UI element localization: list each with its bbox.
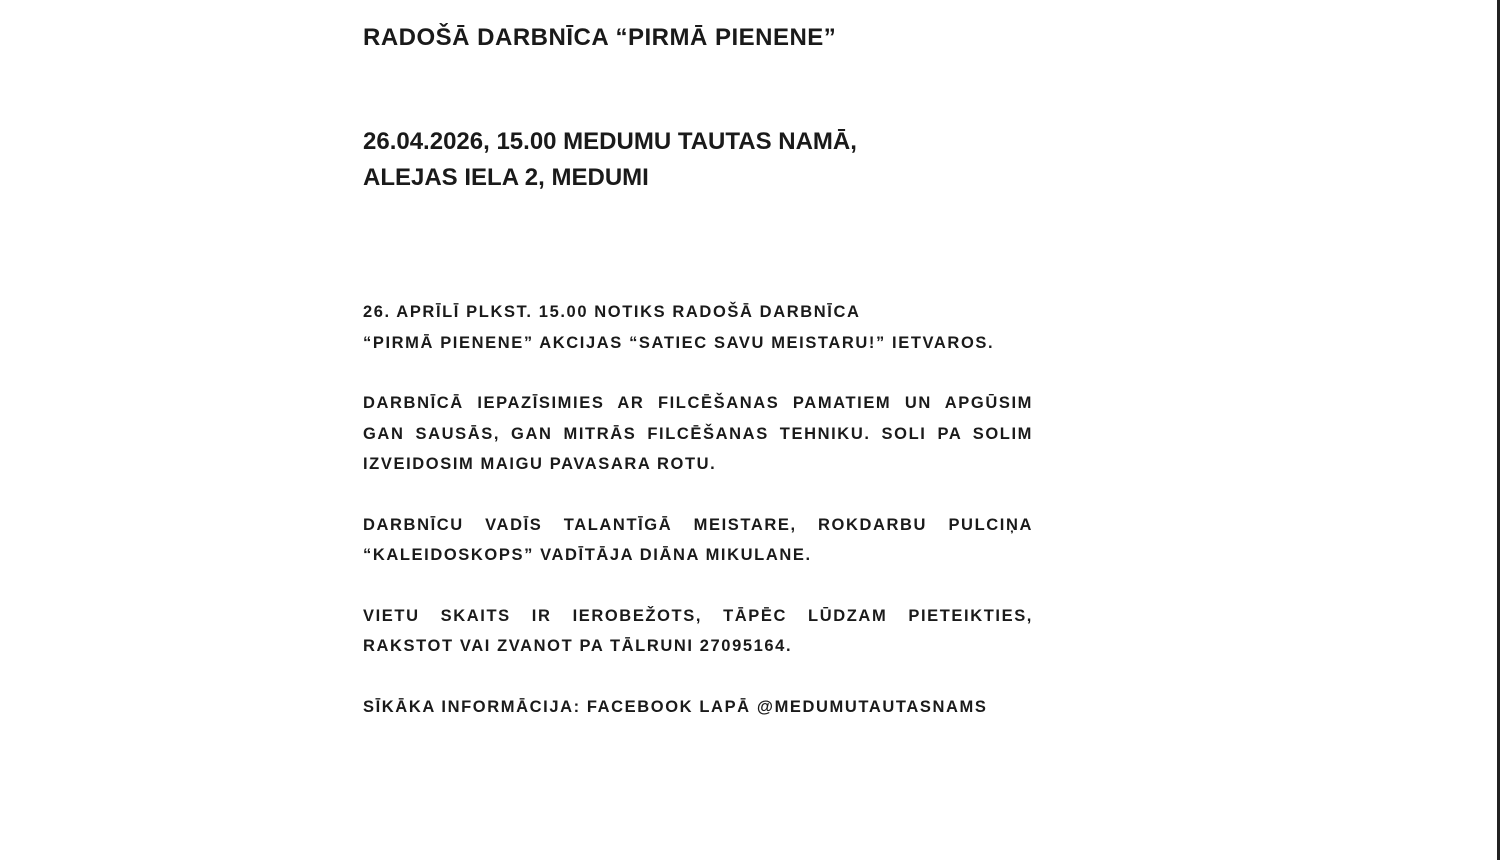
paragraph-line: GAN SAUSĀS, GAN MITRĀS FILCĒŠANAS TEHNIKU. SOLI PA SOLIM [363,424,1033,443]
event-address: ALEJAS IELA 2, MEDUMI [363,164,649,191]
paragraph-instructor [363,510,1033,571]
paragraph-more-info [363,692,1033,723]
paragraph-line: DARBNĪCĀ IEPAZĪSIMIES AR FILCĒŠANAS PAMATIEM UN APGŪSIM [363,394,1033,412]
paragraph-line: DARBNĪCU VADĪS TALANTĪGĀ MEISTARE, ROKDARBU PULCIŅA [363,515,1033,534]
document-title: RADOŠĀ DARBNĪCA “PIRMĀ PIENENE” [363,24,837,51]
event-date-time-venue: 26.04.2026, 15.00 MEDUMU TAUTAS NAMĀ, [363,128,857,155]
paragraph-line: IZVEIDOSIM MAIGU PAVASARA ROTU. [363,455,717,473]
paragraph-registration [363,601,1033,662]
paragraph-line: “KALEIDOSKOPS” VADĪTĀJA DIĀNA MIKULANE. [363,546,812,564]
paragraph-description [363,388,1033,480]
paragraph-line: RAKSTOT VAI ZVANOT PA TĀLRUNI 27095164. [363,637,793,655]
document-body [363,297,1033,752]
paragraph-line: SĪKĀKA INFORMĀCIJA: FACEBOOK LAPĀ @MEDUMUTAUTASNAMS [363,697,988,716]
paragraph-line: 26. APRĪLĪ PLKST. 15.00 NOTIKS RADOŠĀ DARBNĪCA [363,303,861,321]
paragraph-line: “PIRMĀ PIENENE” AKCIJAS “SATIEC SAVU MEISTARU!” IETVAROS. [363,333,995,352]
paragraph-intro [363,297,1033,358]
paragraph-line: VIETU SKAITS IR IEROBEŽOTS, TĀPĒC LŪDZAM PIETEIKTIES, [363,606,1033,625]
event-date-location [363,124,857,196]
